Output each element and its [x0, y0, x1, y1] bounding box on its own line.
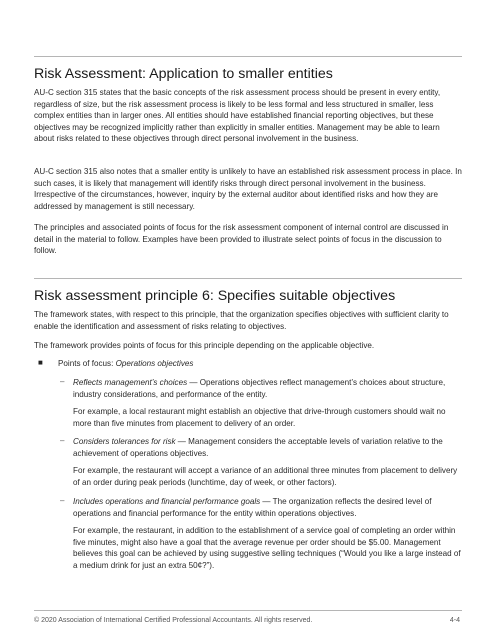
footer-copyright: © 2020 Association of International Certified Professional Accountants. All rights reserved. — [34, 617, 313, 624]
item-considers-tolerances: Considers tolerances for risk — Management considers the acceptable levels of variation relative to the achievement of operations objectives. — [73, 437, 443, 458]
example-revenue-goal: For example, the restaurant, in addition to the establishment of a service goal of completing an order within five minutes, might also have a goal that the average revenue per order should be $5.00. Management believes this goal can be achieved by using suggestive selling techniques (“Would you like a large instead of a medium drink for just an extra 50¢?”). — [73, 526, 461, 570]
paragraph-framework-states: The framework states, with respect to this principle, that the organization specifies objectives with sufficient clarity to enable the identification and assessment of risks relating to objectives. — [34, 310, 449, 331]
example-variance: For example, the restaurant will accept a variance of an additional three minutes from placement to delivery of an order during peak periods (lunchtime, day of week, or other factors). — [73, 466, 458, 487]
paragraph-au-c-315-basics: AU-C section 315 states that the basic concepts of the risk assessment process should be present in every entity, regardless of size, but the risk assessment process is likely to be less formal and less structured in smaller, less complex entities than in larger ones. All entities should have established financial reporting objectives, but these objectives may be recognized implicitly rather than explicitly in smaller entities. Management may be able to learn about risks related to these objectives through direct personal involvement in the business. — [34, 88, 441, 144]
example-drive-through: For example, a local restaurant might establish an objective that drive-through customers should wait no more than five minutes from placement to delivery of an order. — [73, 407, 446, 428]
paragraph-framework-points: The framework provides points of focus for this principle depending on the applicable objective. — [34, 341, 375, 350]
section-heading-principle-6: Risk assessment principle 6: Specifies suitable objectives — [34, 288, 396, 304]
dash-icon: – — [60, 377, 65, 386]
paragraph-au-c-315-smaller-entity: AU-C section 315 also notes that a smaller entity is unlikely to have an established risk assessment process in place. In such cases, it is likely that management will identify risks through direct personal involvement in the business. Irrespective of the circumstances, however, inquiry by the external auditor about identified risks and how they are addressed by management is still necessary. — [34, 167, 462, 211]
item-reflects-choices: Reflects management’s choices — Operations objectives reflect management’s choices about structure, industry considerations, and performance of the entity. — [73, 378, 446, 399]
points-of-focus-label: Points of focus: Operations objectives — [58, 359, 194, 368]
top-divider — [34, 56, 462, 57]
dash-icon: – — [60, 436, 65, 445]
paragraph-principles-overview: The principles and associated points of focus for the risk assessment component of internal control are discussed in detail in the material to follow. Examples have been provided to illustrate select points of focus in the discussion to follow. — [34, 223, 449, 256]
section-divider — [34, 278, 462, 279]
item-operations-goals: Includes operations and financial performance goals — The organization reflects the desired level of operations and financial performance for the entity within operations objectives. — [73, 497, 432, 518]
dash-icon: – — [60, 496, 65, 505]
section-heading-smaller-entities: Risk Assessment: Application to smaller entities — [34, 66, 333, 82]
page-number: 4-4 — [449, 617, 460, 624]
footer-divider — [34, 610, 462, 611]
bullet-icon: ■ — [38, 358, 43, 367]
